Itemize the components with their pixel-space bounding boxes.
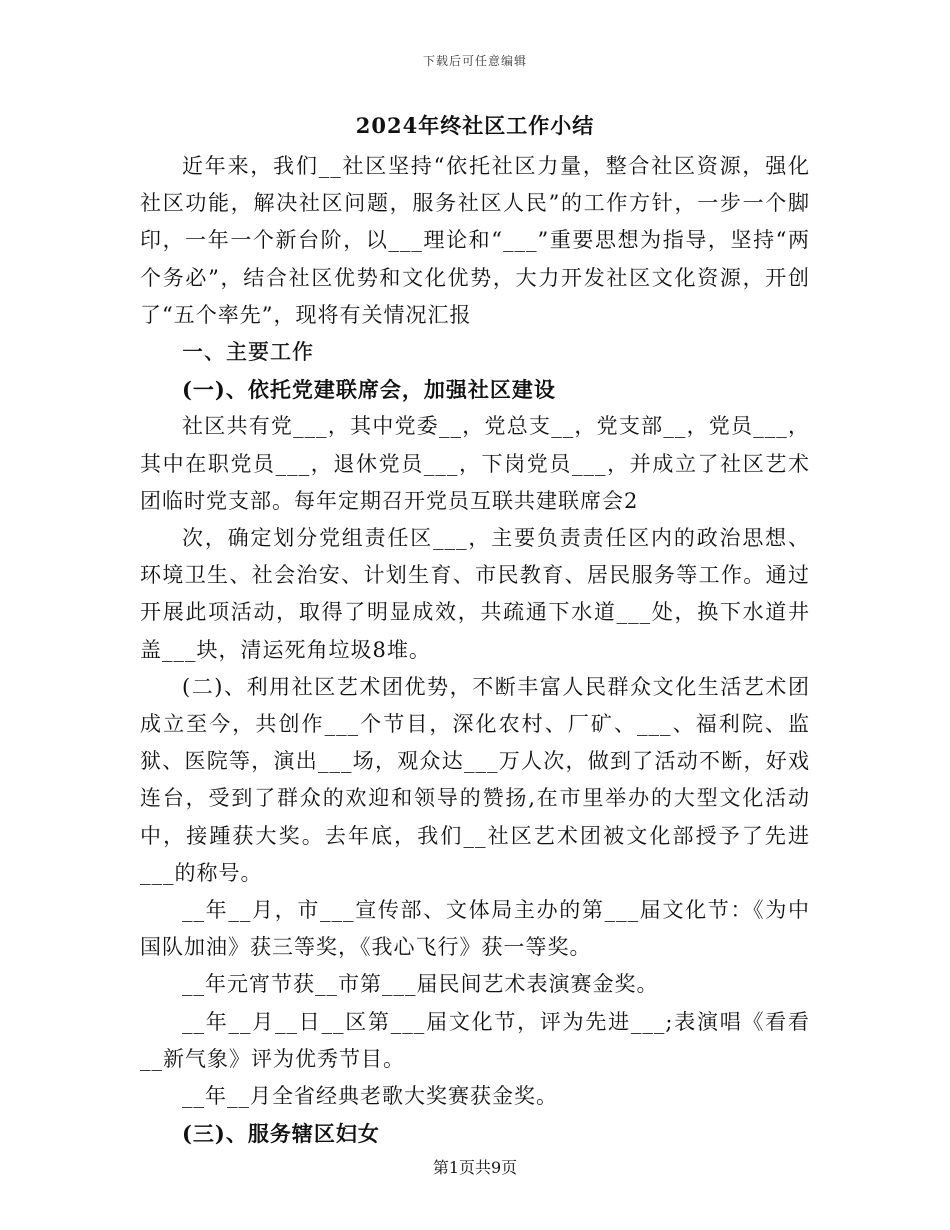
subsection-heading-women-service: (三)、服务辖区妇女 <box>182 1121 380 1147</box>
document-body <box>140 108 810 1152</box>
paragraph-responsibility-zones: 次，确定划分党组责任区___，主要负责责任区内的政治思想、环境卫生、社会治安、计划生育、市民教育、居民服务等工作。通过开展此项活动，取得了明显成效，共疏通下水道___处，换下水道井盖___块，清运死角垃圾8堆。 <box>140 526 810 662</box>
section-heading-main-work: 一、主要工作 <box>182 340 314 365</box>
page-footer: 第1页共9页 <box>432 1158 518 1177</box>
page-header: 下载后可任意编辑 <box>422 54 527 68</box>
paragraph-party-stats: 社区共有党___，其中党委__，党总支__，党支部__，党员___，其中在职党员___，退休党员___，下岗党员___，并成立了社区艺术团临时党支部。每年定期召开党员互联共建联席会2 <box>140 414 810 513</box>
paragraph-intro: 近年来，我们__社区坚持“依托社区力量，整合社区资源，强化社区功能，解决社区问题，服务社区人民”的工作方针，一步一个脚印，一年一个新台阶，以___理论和“___”重要思想为指导，坚持“两个务必”，结合社区优势和文化优势，大力开发社区文化资源，开创了“五个率先”，现将有关情况汇报 <box>140 154 810 327</box>
document-title: 2024年终社区工作小结 <box>355 113 595 138</box>
paragraph-classic-songs: __年__月全省经典老歌大奖赛获金奖。 <box>182 1084 558 1109</box>
paragraph-lantern-festival: __年元宵节获__市第___届民间艺术表演赛金奖。 <box>182 972 659 997</box>
paragraph-district-festival: __年__月__日__区第___届文化节，评为先进___;表演唱《看看__新气象》评为优秀节目。 <box>140 1009 810 1071</box>
paragraph-culture-festival: __年__月，市___宣传部、文体局主办的第___届文化节：《为中国队加油》获三等奖，《我心飞行》获一等奖。 <box>140 898 810 960</box>
paragraph-art-troupe: (二)、利用社区艺术团优势，不断丰富人民群众文化生活艺术团成立至今，共创作___个节目，深化农村、厂矿、___、福利院、监狱、医院等，演出___场，观众达___万人次，做到了活动不断，好戏连台，受到了群众的欢迎和领导的赞扬,在市里举办的大型文化活动中，接踵获大奖。去年底，我们__社区艺术团被文化部授予了先进___的称号。 <box>140 674 810 885</box>
subsection-heading-party-building: (一)、依托党建联席会，加强社区建设 <box>182 377 556 403</box>
